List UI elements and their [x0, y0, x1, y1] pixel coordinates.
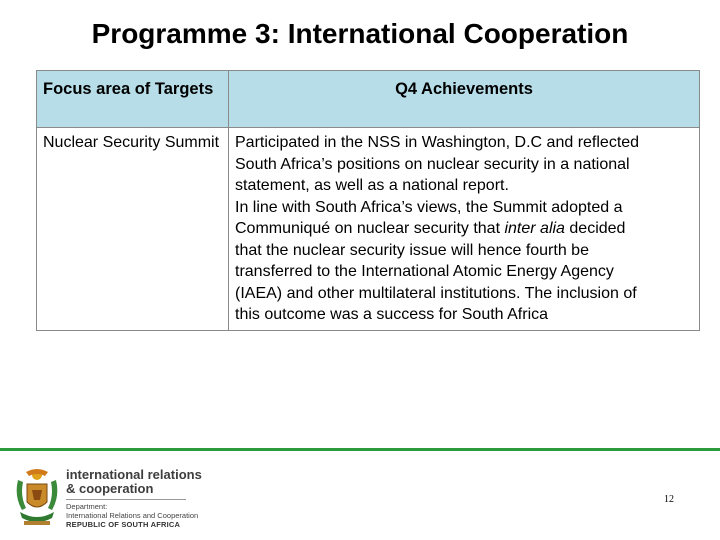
- achievement-line: this outcome was a success for South Africa: [235, 306, 549, 323]
- achievement-line: transferred to the International Atomic Energy Agency: [235, 263, 614, 280]
- page-number: 12: [664, 494, 674, 505]
- achievement-line: South Africa’s positions on nuclear security in a national: [235, 155, 630, 173]
- achievement-line: that the nuclear security issue will hence fourth be: [235, 241, 589, 259]
- focus-area-cell: Nuclear Security Summit: [37, 128, 229, 331]
- coat-of-arms-icon: [12, 466, 62, 528]
- org-name-line2: & cooperation: [66, 481, 154, 496]
- slide-title: Programme 3: International Cooperation: [91, 18, 629, 49]
- achievement-cell: [229, 128, 700, 331]
- achievement-line: [235, 218, 693, 240]
- header-q4-achievements: Q4 Achievements: [229, 71, 700, 128]
- department-label: Department:: [66, 502, 108, 511]
- achievement-line: In line with South Africa’s views, the Summit adopted a: [235, 198, 623, 216]
- republic-label: REPUBLIC OF SOUTH AFRICA: [66, 520, 181, 529]
- org-name-line1: international relations: [66, 467, 202, 482]
- table-row: [37, 128, 700, 331]
- header-focus-area: Focus area of Targets: [37, 71, 229, 128]
- org-divider: [66, 499, 186, 500]
- achievement-line: (IAEA) and other multilateral institutions. The inclusion of: [235, 284, 637, 302]
- footer-divider: [0, 448, 720, 451]
- achievement-italic-text: inter alia: [504, 220, 565, 237]
- achievement-text: Communiqué on nuclear security that: [235, 220, 505, 237]
- achievement-text: decided: [564, 220, 626, 237]
- achievements-table: [36, 70, 700, 331]
- achievement-line: statement, as well as a national report.: [235, 177, 509, 194]
- table-header-row: [37, 71, 700, 128]
- organisation-block: [66, 468, 206, 529]
- department-name: International Relations and Cooperation: [66, 511, 199, 520]
- achievement-line: Participated in the NSS in Washington, D.C and reflected: [235, 134, 640, 151]
